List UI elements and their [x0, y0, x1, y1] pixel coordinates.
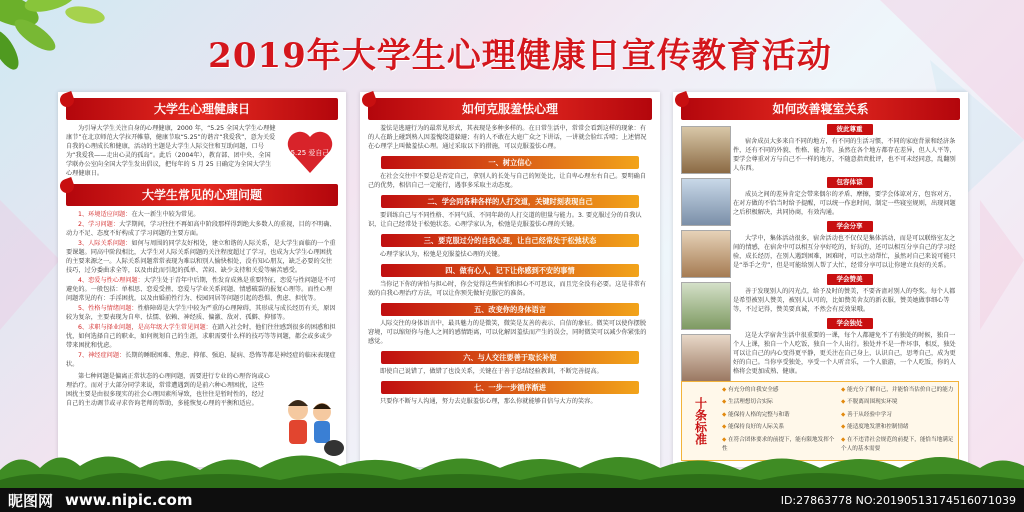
shyness-subheader: 三、要克服过分的自我心理，让自己经常处于松弛状态 — [381, 234, 639, 247]
dorm-subheader: 学会独处 — [827, 318, 873, 329]
problem-key: 3、人际关系问题： — [78, 240, 132, 247]
problem-text: 长期的睡眠困难、焦虑、抑郁、强迫、疑病、恐怖等都是神经症的临床表现症状。 — [66, 352, 336, 368]
dorm-photo-1 — [681, 126, 731, 174]
shyness-paragraph: 在社会交往中不要总是否定自己，拿别人的长处与自己的短处比，让自卑心理左右自己。要明确自己的优势，相信自己一定能行，遇事多采取主动态度。 — [368, 173, 647, 189]
shyness-paragraph: 心理学家认为，松弛是克服羞怯心理的关键。 — [380, 251, 504, 258]
dorm-subheader: 包容体谅 — [827, 177, 873, 188]
problem-key: 5、性格与情绪问题： — [78, 305, 138, 312]
shyness-body — [360, 280, 660, 298]
dorm-paragraph: 这是大学宿舍生活中很重要的一课，每个人都避免不了有独处的时候，独自一个人上课，独自一个人吃饭，独自一个人出行。独处并不是一件坏事，相反，独处可以让自己的内心变得更平静，更关注在自己身上，认识自己，思考自己，成为更好的自己。当你享受独处，享受一个人听音乐，一个人旅游，一个人吃饭，你的人格将会更加成熟、健康。 — [733, 332, 956, 375]
standard-item: ◆ 能适度地发泄和控制情绪 — [841, 423, 954, 434]
panel-overcome-shyness — [360, 92, 660, 467]
dorm-paragraph: 成员之间的差异肯定会带来偶尔的矛盾、摩擦，要学会体谅对方，包容对方，在对方做的不恰当时给予提醒，可以统一作息时间，制定一些寝室规则，出现问题之后积极解决，共同协商，有效沟通。 — [733, 191, 956, 216]
shyness-paragraph: 当你记下你的害怕与担心时，你会觉得这些害怕和担心不可思议，而且完全没有必要。这是非常有效的自我心理治疗方法，可以让你预先做好克服它的准备。 — [368, 281, 647, 297]
problem-text: 在大一新生中较为常见。 — [131, 211, 200, 218]
standard-item: ◆ 能保持人格的完整与和谐 — [722, 411, 835, 422]
problem-item — [66, 239, 338, 275]
standard-item: ◆ 有充分的自我安全感 — [722, 386, 835, 397]
shyness-sections — [360, 156, 660, 406]
panel-dorm-relations — [673, 92, 968, 467]
dorm-photos — [681, 126, 731, 386]
problem-item — [66, 351, 338, 369]
shyness-intro — [360, 124, 660, 151]
page-title: 2019年大学生心理健康日宣传教育活动 — [208, 36, 832, 76]
trees-decoration — [0, 440, 1024, 490]
heart-text: 5.25 爱自己 — [290, 149, 330, 157]
dorm-body — [731, 137, 968, 173]
standard-item: ◆ 能充分了解自己，并能恰当估价自己的能力 — [841, 386, 954, 397]
heart-icon — [284, 125, 336, 177]
dorm-photo-2 — [681, 178, 731, 226]
problem-key: 2、学习问题： — [78, 221, 120, 228]
dorm-body — [731, 331, 968, 376]
shyness-subheader: 六、与人交往要善于取长补短 — [381, 351, 639, 364]
problem-key: 7、神经症问题： — [78, 352, 126, 359]
problem-text: 大学期间，学习往往不再如高中阶段那样得到绝大多数人的重视，目的不明确、动力不足、态度不好构成了学习问题的主要方面。 — [66, 221, 336, 237]
dorm-body — [731, 234, 968, 270]
dorm-photo-5 — [681, 334, 731, 382]
summary-paragraph: 第七种问题是偏离正常状态的心理问题，需要进行专业的心理咨询或心理治疗。而对于大部分同学来说，常常遭遇到的是前六种心理困扰，这些困扰主要是由很多现实的社会心理因素所导致，也往往是暂时性的，经过自己的主动调节或寻求咨询老师的帮助，多能恢复心理的平衡和适应。 — [66, 373, 270, 407]
problem-key: 1、环境适应问题： — [78, 211, 132, 218]
problem-item — [66, 220, 338, 238]
shyness-paragraph: 即使自己说错了，做错了也没关系，关键在于善于总结经验教训，不断完善提高。 — [380, 368, 603, 375]
problem-text: 在踏入社会时，他们往往感到很多的困惑和担忧，如何选择自己的职业，如何规划自己的生涯，求职需要什么样的技巧等等问题，都会或多或少带来困扰和忧虑。 — [66, 324, 336, 349]
shyness-body — [360, 319, 660, 346]
standard-item: ◆ 不脱离周围现实环境 — [841, 398, 954, 409]
problem-key: 4、恋爱与性心理问题： — [78, 277, 144, 284]
shyness-subheader: 五、改变你的身体语言 — [381, 303, 639, 316]
dorm-body — [731, 287, 968, 314]
standard-item: ◆ 在符合团体要求的前提下，能有限地发挥个性 — [722, 436, 835, 456]
dorm-body — [731, 190, 968, 217]
dorm-photo-3 — [681, 230, 731, 278]
problem-item — [66, 304, 338, 322]
problem-text: 性格障碍是大学生中较为严重的心理障碍，其形成与成长经历有关，原因较为复杂，主要表现为自卑、怯懦、依赖、神经质、偏激、敌对、孤僻、抑郁等。 — [66, 305, 336, 321]
site-url: www.nipic.com — [65, 491, 193, 509]
standard-item: ◆ 在不违背社会规范的前提下，能恰当地满足个人的基本需要 — [841, 436, 954, 456]
section-header-common-problems: 大学生常见的心理问题 — [66, 184, 338, 206]
dorm-paragraph: 善于发现别人的闪光点，给予及时的赞美，不要吝啬对别人的夸奖。每个人都是希望被别人赞美，被别人认可的，比如赞美舍友的新衣服，赞美她做事细心等等，不过记得，赞美要真诚，不然会有反效果哦。 — [733, 288, 956, 313]
shyness-body — [360, 250, 660, 259]
health-day-paragraph: 为引导大学生关注自身的心理健康，2000 年，“5.25 全国大学生心理健康节”在北京师范大学拉开帷幕，健康节取“5.25”的谐音“我爱我”，意为关爱自我的心理成长和健康，活动的主题是大学生人际交往和互助问题，口号为“我爱我——走出心灵的孤岛”。此后（2004年），教育部、团中央、全国学联办公室向全国大学生发出倡议，把每年的 5 月 25 日确定为全国大学生心理健康日。 — [66, 125, 276, 177]
shyness-subheader: 四、做有心人，记下让你感到不安的事情 — [381, 264, 639, 277]
shyness-subheader: 一、树立信心 — [381, 156, 639, 169]
shyness-subheader: 七、一步一步循序渐进 — [381, 381, 639, 394]
shyness-subheader: 二、学会同各种各样的人打交道，关键时刻表现自己 — [381, 195, 639, 208]
dorm-photo-4 — [681, 282, 731, 330]
dorm-paragraph: 大学中，集体活动很多，宿舍活动也不仅仅是集体活动，而是可以联络室友之间的情感，在宿舍中可以相互分享好吃的，好玩的，还可以相互分享自己的学习经验，成长经历，在别人遇到困难，困难时，可以主动帮忙，虽然对自己来说可能只是“举手之劳”，但是可能给别人帮了大忙，经常分享可以让你建立良好的关系。 — [733, 235, 956, 269]
standard-item: ◆ 生活理想切合实际 — [722, 398, 835, 409]
site-logo: 昵图网 — [8, 491, 54, 510]
shyness-intro-paragraph: 羞怯是逃避行为的最常见形式，其表现是多种多样的。在日常生活中，常常会看到这样的现象：有的人在路上碰到熟人因羞愧绕道躲避；有的人不敢在大庭广众之下讲话，一讲就会脸红舌噎；上述情况在心理学上叫做羞怯心理。通过采取以下的措施，可以克服羞怯心理。 — [368, 125, 647, 150]
problem-item — [66, 210, 338, 219]
problem-key: 6、求职与择业问题，是高年级大学生常见问题： — [78, 324, 212, 331]
dorm-subheader: 学会分享 — [827, 221, 873, 232]
panel-mental-health-day — [58, 92, 346, 467]
shyness-body — [360, 172, 660, 190]
shyness-body — [360, 211, 660, 229]
section-header-shyness: 如何克服羞怯心理 — [368, 98, 652, 120]
problem-item — [66, 276, 338, 303]
shyness-paragraph: 要训练自己与不同性格、不同气质、不同年龄的人打交道的胆量与能力。3. 要克服过分的自我认识，让自己经常处于松弛状态。心理学家认为，松弛是克服羞怯心理的关键。 — [368, 212, 642, 228]
problem-item — [66, 323, 338, 350]
watermark-footer — [0, 488, 1024, 512]
section-header-dorm: 如何改善寝室关系 — [681, 98, 960, 120]
problem-text: 如何与周围的同学友好相处，建立和谐的人际关系，是大学生面临的一个重要课题。同高中阶段相比，大学生对人际关系问题的关注程度超过了学习，也成为大学生心理困扰的主要来源之一。人际关系问题常常表现为难以和别人愉快相处，没有知心朋友，缺乏必要的交往技巧，过分委曲求全等，以及由此而引起的孤单、苦闷、缺少支持和关爱等痛苦感受。 — [66, 240, 336, 274]
shyness-body — [360, 367, 660, 376]
dorm-paragraph: 宿舍成员大多来自不同的地方，有不同的生活习惯，不同的家庭背景和经济条件，还有不同的外貌、性格、能力等。虽然在各个地方都存在差异，但人人平等，要学会尊重对方与自己不一样的地方，不随意指责批评，也不可未经同意，乱翻别人东西。 — [733, 138, 956, 172]
dorm-subheader: 彼此尊重 — [827, 124, 873, 135]
shyness-paragraph: 人际交往的身体语言中，最具魅力的是微笑，微笑是友善的表示、自信的象征。微笑可以使你摆脱窘境，可以缩短你与他人之间的感情距离，可以化解因羞怯而产生的误会，同时微笑可以减少你紧张的感觉。 — [368, 320, 647, 345]
dorm-sections — [731, 124, 968, 376]
section-header-health-day: 大学生心理健康日 — [66, 98, 338, 120]
standard-item: ◆ 能保持良好的人际关系 — [722, 423, 835, 434]
standards-label: 十条标准 — [693, 397, 708, 445]
problems-list — [58, 210, 346, 369]
image-id: ID:27863778 NO:20190513174516071039 — [780, 493, 1016, 507]
standard-item: ◆ 善于从经验中学习 — [841, 411, 954, 422]
shyness-body — [360, 397, 660, 406]
problem-text: 大学生处于青年中后期，性发育成熟是重要特征，恋爱与性问题是不可避免的。一般包括：单相思、恋爱受挫、恋爱与学业关系问题、情感破裂的报复心理等。而性心理问题常见的有：手淫困扰，以及由婚前性行为、校园同居等问题引起的恐惧、焦虑、担忧等。 — [66, 277, 336, 302]
dorm-subheader: 学会赞美 — [827, 274, 873, 285]
shyness-paragraph: 只要你不断与人沟通，努力去克服羞怯心理，那么你就能够自信与大方的笑容。 — [380, 398, 597, 405]
